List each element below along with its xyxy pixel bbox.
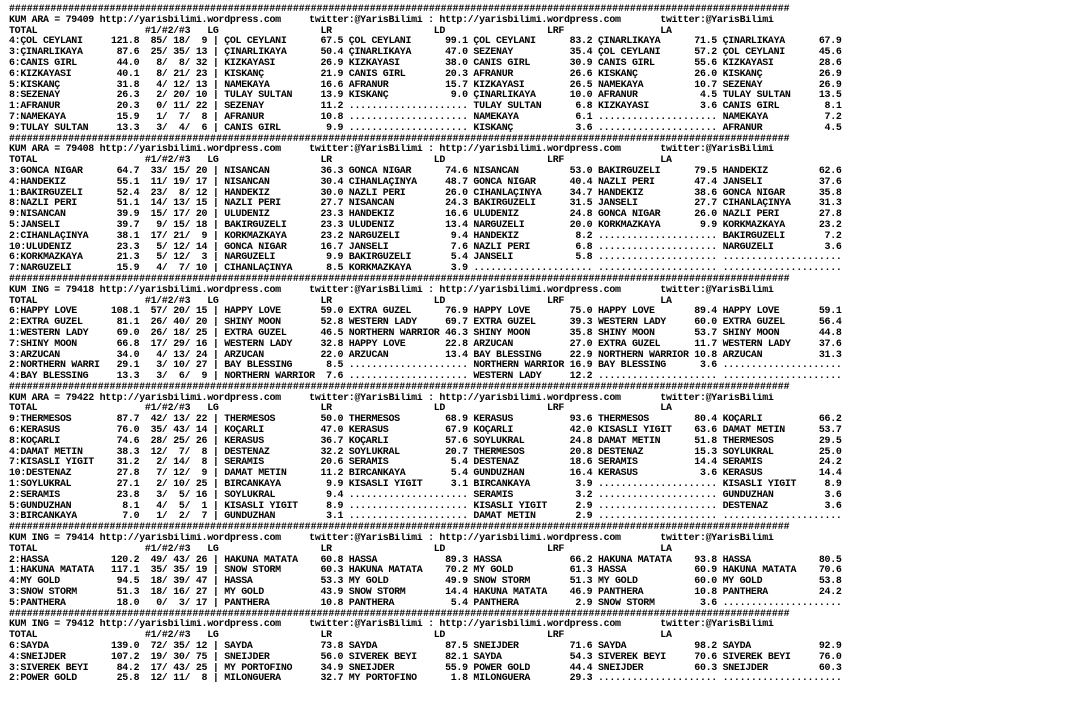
race-row: 9:NİSANCAN 39.9 15/ 17/ 20 | ULUDENİZ 23.3 HANDEKIZ 16.6 ULUDENİZ 24.8 GONCA NİGAR 26.0 NAZLI PERİ 27.8 xyxy=(9,209,842,220)
race-row: 4:DAMAT METİN 38.3 12/ 7/ 8 | DESTENAZ 32.2 SOYLUKRAL 20.7 THERMESOS 20.8 DESTENAZ 15.3 SOYLUKRAL 25.0 xyxy=(9,446,842,457)
race-row: 6:SAYDA 139.0 72/ 35/ 12 | SAYDA 73.8 SAYDA 87.5 SNEIJDER 71.6 SAYDA 98.2 SAYDA 92.9 xyxy=(9,641,842,652)
race-row: 1:AFRANUR 20.3 0/ 11/ 22 | SEZENAY 11.2 ..................... TÜLAY SULTAN 6.8 KIZKAYASI 3.6 CANIS GIRL 8.1 xyxy=(9,101,842,112)
race-row: 2:POWER GOLD 25.8 12/ 11/ 8 | MILONGUERA 32.7 MY PORTOFINO 1.8 MILONGUERA 29.3 ..................... ..................... xyxy=(9,673,842,684)
race-row: 3:ARZUCAN 34.0 4/ 13/ 24 | ARZUCAN 22.0 ARZUCAN 13.4 BAY BLESSING 22.9 NORTHERN WARRIOR 10.8 ARZUCAN 31.3 xyxy=(9,349,842,360)
race-header: KUM ARA = 79409 http://yarisbilimi.wordpress.com twitter:@YarisBilimi : http://yarisbilimi.wordpress.com twitter:@YarisBilimi xyxy=(9,14,774,25)
column-header: TOTAL #1/#2/#3 LG LR LD LRF LA xyxy=(9,403,672,414)
separator-line: #################################################################################################################################### xyxy=(9,4,790,14)
race-row: 2:NORTHERN WARRI 29.1 3/ 10/ 27 | BAY BLESSING 8.5 ..................... NORTHERN WARRIOR 16.9 BAY BLESSING 3.6 ..................... xyxy=(9,360,842,371)
race-header: KUM ARA = 79422 http://yarisbilimi.wordpress.com twitter:@YarisBilimi : http://yarisbilimi.wordpress.com twitter:@YarisBilimi xyxy=(9,392,774,403)
column-header: TOTAL #1/#2/#3 LG LR LD LRF LA xyxy=(9,155,672,166)
race-row: 10:ULUDENİZ 23.3 5/ 12/ 14 | GONCA NİGAR 16.7 JANSELİ 7.6 NAZLI PERİ 6.8 ..................... NARGÜZELİ 3.6 xyxy=(9,241,842,252)
race-row: 2:CİHANLAÇİNYA 38.1 17/ 21/ 9 | KORKMAZKAYA 23.2 NARGÜZELİ 9.4 HANDEKIZ 8.2 ..................... BAKIRGÜZELİ 7.2 xyxy=(9,230,842,241)
separator-line: #################################################################################################################################### xyxy=(9,381,790,392)
race-row: 3:SİVEREK BEYİ 84.2 17/ 43/ 25 | MY PORTOFINO 34.9 SNEIJDER 55.9 POWER GOLD 44.4 SNEIJDER 60.3 SNEIJDER 60.3 xyxy=(9,662,842,673)
race-row: 9:THERMESOS 87.7 42/ 13/ 22 | THERMESOS 50.0 THERMESOS 68.9 KERASUS 93.6 THERMESOS 80.4 KOÇARLI 66.2 xyxy=(9,414,842,425)
separator-line: #################################################################################################################################### xyxy=(9,133,790,144)
race-row: 5:JANSELİ 39.7 9/ 15/ 18 | BAKIRGÜZELİ 23.3 ULUDENİZ 13.4 NARGÜZELİ 20.0 KORKMAZKAYA 9.9 KORKMAZKAYA 23.2 xyxy=(9,219,842,230)
separator-line: #################################################################################################################################### xyxy=(9,273,790,284)
race-row: 2:EXTRA GÜZEL 81.1 26/ 40/ 20 | SHINY MOON 52.8 WESTERN LADY 69.7 EXTRA GÜZEL 39.3 WESTERN LADY 60.0 EXTRA GÜZEL 56.4 xyxy=(9,317,842,328)
race-row: 7:NAMEKAYA 15.9 1/ 7/ 8 | AFRANUR 10.8 ..................... NAMEKAYA 6.1 ..................... NAMEKAYA 7.2 xyxy=(9,111,842,122)
race-row: 3:ÇINARLIKAYA 87.6 25/ 35/ 13 | ÇINARLIKAYA 50.4 ÇINARLIKAYA 47.0 SEZENAY 35.4 ÇÖL CEYLANI 57.2 ÇÖL CEYLANI 45.6 xyxy=(9,47,842,58)
race-row: 5:GÜNDÜZHAN 8.1 4/ 5/ 1 | KISASLI YİĞİT 8.9 ..................... KISASLI YİĞİT 2.9 ..................... DESTENAZ 3.6 xyxy=(9,500,842,511)
column-header: TOTAL #1/#2/#3 LG LR LD LRF LA xyxy=(9,295,672,306)
race-row: 2:SERAMIS 23.8 3/ 5/ 16 | SOYLUKRAL 9.4 ..................... SERAMIS 3.2 ..................... GÜNDÜZHAN 3.6 xyxy=(9,489,842,500)
race-row: 4:BAY BLESSING 13.3 3/ 6/ 9 | NORTHERN WARRIOR 7.6 ..................... WESTERN LADY 12.2 ..................... ..................... xyxy=(9,371,842,382)
race-row: 5:KISKANÇ 31.8 4/ 12/ 13 | NAMEKAYA 16.6 AFRANUR 15.7 KIZKAYASI 26.5 NAMEKAYA 10.7 SEZENAY 26.9 xyxy=(9,79,842,90)
race-row: 3:BİRCANKAYA 7.0 1/ 2/ 7 | GÜNDÜZHAN 3.1 ..................... DAMAT METİN 2.9 ..................... ..................... xyxy=(9,511,842,522)
race-row: 4:ÇÖL CEYLANI 121.8 85/ 18/ 9 | ÇÖL CEYLANI 67.5 ÇÖL CEYLANI 99.1 ÇÖL CEYLANI 83.2 ÇINARLIKAYA 71.5 ÇINARLIKAYA 67.9 xyxy=(9,36,842,47)
race-row: 2:HASSA 120.2 49/ 43/ 26 | HAKUNA MATATA 60.8 HASSA 89.3 HASSA 66.2 HAKUNA MATATA 93.8 HASSA 80.5 xyxy=(9,554,842,565)
race-row: 6:KORKMAZKAYA 21.3 5/ 12/ 3 | NARGÜZELİ 9.9 BAKIRGÜZELİ 5.4 JANSELİ 5.8 ..................... ..................... xyxy=(9,252,842,263)
race-row: 8:KOÇARLI 74.6 28/ 25/ 26 | KERASUS 36.7 KOÇARLI 57.6 SOYLUKRAL 24.8 DAMAT METİN 51.8 THERMESOS 29.5 xyxy=(9,435,842,446)
race-header: KUM ING = 79418 http://yarisbilimi.wordpress.com twitter:@YarisBilimi : http://yarisbilimi.wordpress.com twitter:@YarisBilimi xyxy=(9,284,774,295)
race-row: 1:SOYLUKRAL 27.1 2/ 10/ 25 | BİRCANKAYA 9.9 KISASLI YİĞİT 3.1 BİRCANKAYA 3.9 ..................... KISASLI YİĞİT 8.9 xyxy=(9,479,842,490)
column-header: TOTAL #1/#2/#3 LG LR LD LRF LA xyxy=(9,630,672,641)
race-row: 6:CANIS GIRL 44.0 8/ 8/ 32 | KIZKAYASI 26.9 KIZKAYASI 38.0 CANIS GIRL 30.9 CANIS GIRL 55.6 KIZKAYASI 28.6 xyxy=(9,57,842,68)
race-row: 6:HAPPY LOVE 108.1 57/ 20/ 15 | HAPPY LOVE 59.0 EXTRA GÜZEL 76.9 HAPPY LOVE 75.0 HAPPY LOVE 89.4 HAPPY LOVE 59.1 xyxy=(9,306,842,317)
column-header: TOTAL #1/#2/#3 LG LR LD LRF LA xyxy=(9,25,672,36)
race-row: 10:DESTENAZ 27.8 7/ 12/ 9 | DAMAT METİN 11.2 BİRCANKAYA 5.4 GÜNDÜZHAN 16.4 KERASUS 3.6 KERASUS 14.4 xyxy=(9,468,842,479)
race-row: 7:SHINY MOON 66.8 17/ 29/ 16 | WESTERN LADY 32.8 HAPPY LOVE 22.8 ARZUCAN 27.0 EXTRA GÜZEL 11.7 WESTERN LADY 37.6 xyxy=(9,338,842,349)
race-row: 3:SNOW STORM 51.3 18/ 16/ 27 | MY GOLD 43.9 SNOW STORM 14.4 HAKUNA MATATA 46.9 PANTHERA 10.8 PANTHERA 24.2 xyxy=(9,587,842,598)
race-header: KUM ING = 79412 http://yarisbilimi.wordpress.com twitter:@YarisBilimi : http://yarisbilimi.wordpress.com twitter:@YarisBilimi xyxy=(9,619,774,630)
separator-line: #################################################################################################################################### xyxy=(9,608,790,619)
race-row: 8:NAZLI PERİ 51.1 14/ 13/ 15 | NAZLI PERİ 27.7 NİSANCAN 24.3 BAKIRGÜZELİ 31.5 JANSELİ 27.7 CİHANLAÇİNYA 31.3 xyxy=(9,198,842,209)
race-row: 1:BAKIRGÜZELİ 52.4 23/ 8/ 12 | HANDEKIZ 30.0 NAZLI PERİ 26.0 CİHANLAÇİNYA 34.7 HANDEKIZ 38.6 GONCA NİGAR 35.8 xyxy=(9,187,842,198)
race-row: 9:TÜLAY SULTAN 13.3 3/ 4/ 6 | CANIS GIRL 9.9 ..................... KISKANÇ 3.6 ..................... AFRANUR 4.5 xyxy=(9,122,842,133)
race-row: 7:NARGÜZELİ 15.9 4/ 7/ 10 | CİHANLAÇİNYA 8.5 KORKMAZKAYA 3.9 ..................... ..................... ..................... xyxy=(9,263,842,274)
race-row: 5:PANTHERA 18.0 0/ 3/ 17 | PANTHERA 10.8 PANTHERA 5.4 PANTHERA 2.9 SNOW STORM 3.6 ..................... xyxy=(9,597,842,608)
column-header: TOTAL #1/#2/#3 LG LR LD LRF LA xyxy=(9,543,672,554)
race-header: KUM ING = 79414 http://yarisbilimi.wordpress.com twitter:@YarisBilimi : http://yarisbilimi.wordpress.com twitter:@YarisBilimi xyxy=(9,533,774,544)
race-row: 1:WESTERN LADY 69.0 26/ 18/ 25 | EXTRA GÜZEL 46.5 NORTHERN WARRIOR 46.3 SHINY MOON 35.8 SHINY MOON 53.7 SHINY MOON 44.8 xyxy=(9,327,842,338)
race-row: 3:GONCA NİGAR 64.7 33/ 15/ 20 | NİSANCAN 36.3 GONCA NİGAR 74.6 NİSANCAN 53.0 BAKIRGÜZELİ 79.5 HANDEKIZ 62.6 xyxy=(9,165,842,176)
race-report-document xyxy=(9,4,1073,684)
race-row: 8:SEZENAY 26.3 2/ 20/ 10 | TÜLAY SULTAN 13.9 KISKANÇ 9.0 ÇINARLIKAYA 10.0 AFRANUR 4.5 TÜLAY SULTAN 13.5 xyxy=(9,90,842,101)
race-row: 4:MY GOLD 94.5 18/ 39/ 47 | HASSA 53.3 MY GOLD 49.9 SNOW STORM 51.3 MY GOLD 60.0 MY GOLD 53.8 xyxy=(9,576,842,587)
race-row: 6:KIZKAYASI 40.1 8/ 21/ 23 | KISKANÇ 21.9 CANIS GIRL 20.3 AFRANUR 26.6 KISKANÇ 26.0 KISKANÇ 26.9 xyxy=(9,68,842,79)
race-row: 6:KERASUS 76.0 35/ 43/ 14 | KOÇARLI 47.0 KERASUS 67.9 KOÇARLI 42.0 KISASLI YİĞİT 63.6 DAMAT METİN 53.7 xyxy=(9,425,842,436)
separator-line: #################################################################################################################################### xyxy=(9,522,790,533)
race-row: 7:KISASLI YİĞİT 31.2 2/ 14/ 8 | SERAMIS 20.6 SERAMIS 5.4 DESTENAZ 18.6 SERAMIS 14.4 SERAMIS 24.2 xyxy=(9,457,842,468)
race-header: KUM ARA = 79408 http://yarisbilimi.wordpress.com twitter:@YarisBilimi : http://yarisbilimi.wordpress.com twitter:@YarisBilimi xyxy=(9,144,774,155)
race-row: 1:HAKUNA MATATA 117.1 35/ 35/ 19 | SNOW STORM 60.3 HAKUNA MATATA 70.2 MY GOLD 61.3 HASSA 60.9 HAKUNA MATATA 70.6 xyxy=(9,565,842,576)
race-row: 4:HANDEKIZ 55.1 11/ 19/ 17 | NİSANCAN 30.4 CİHANLAÇİNYA 48.7 GONCA NİGAR 40.4 NAZLI PERİ 47.4 JANSELİ 37.6 xyxy=(9,176,842,187)
race-row: 4:SNEIJDER 107.2 19/ 30/ 75 | SNEIJDER 56.0 SİVEREK BEYİ 82.1 SAYDA 54.3 SİVEREK BEYİ 70.6 SİVEREK BEYİ 76.0 xyxy=(9,651,842,662)
